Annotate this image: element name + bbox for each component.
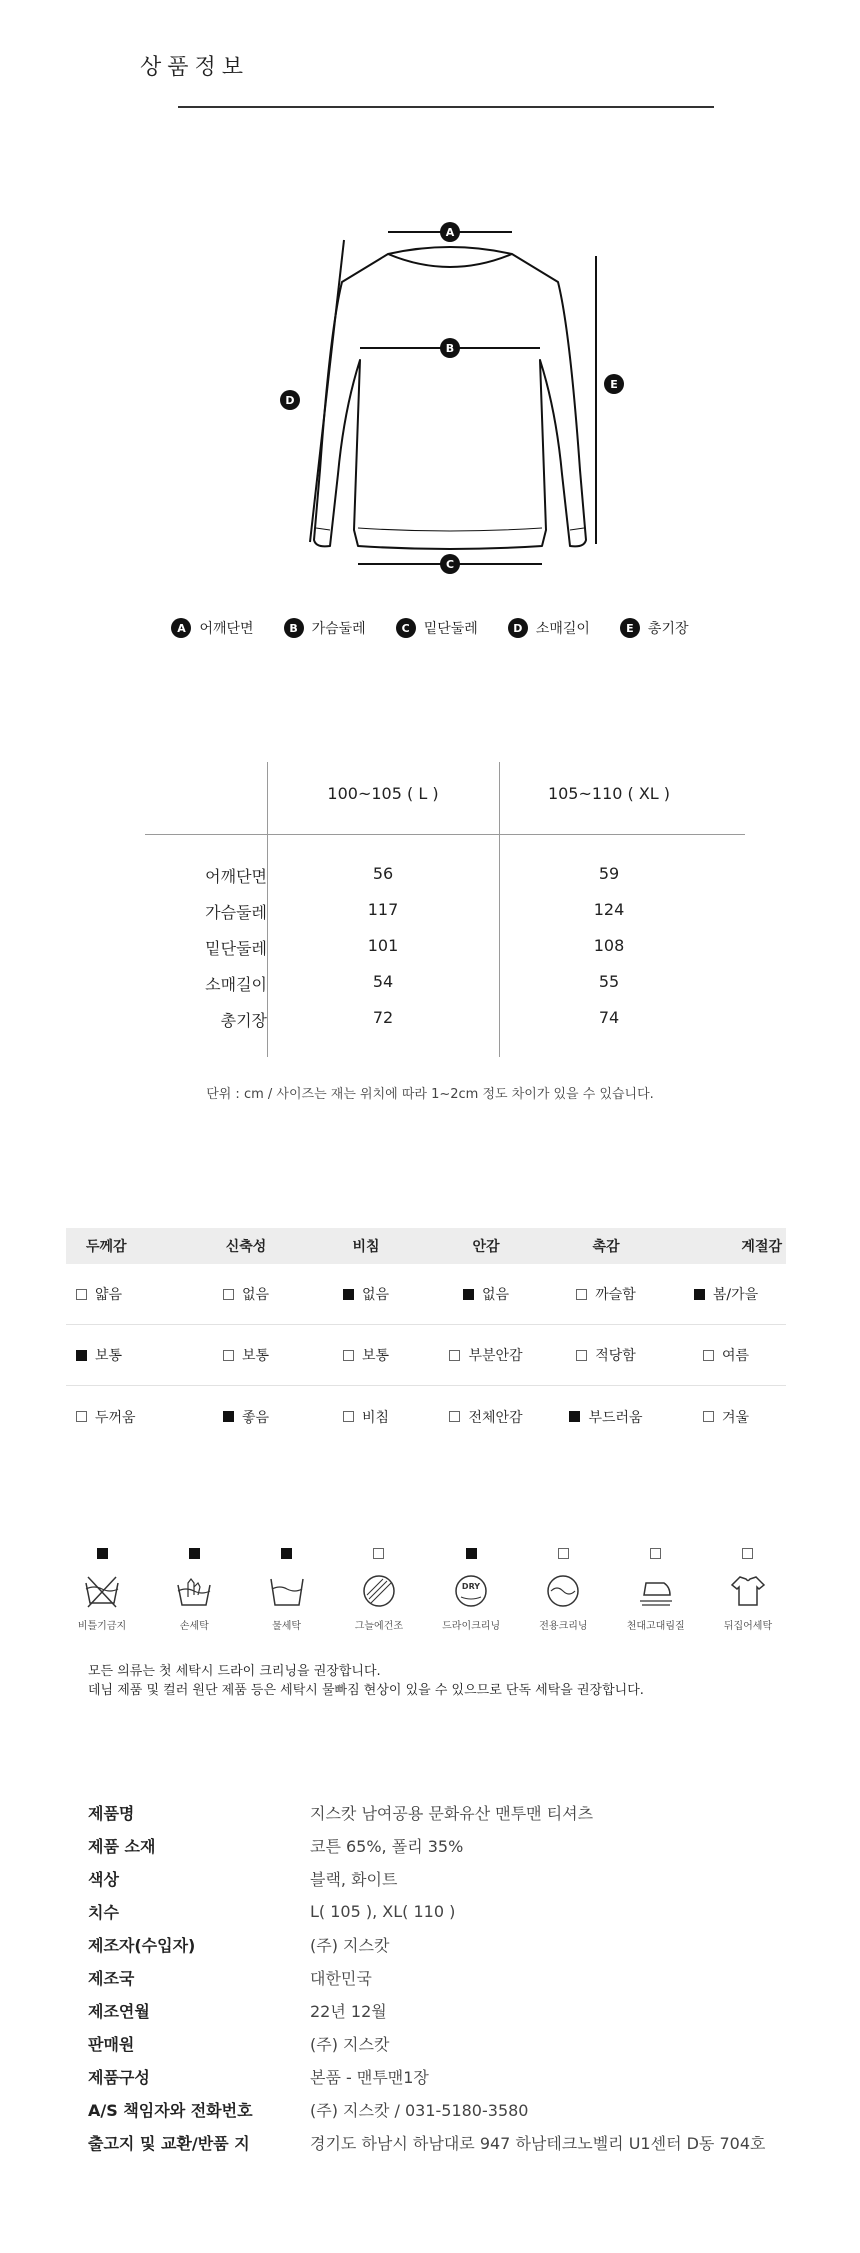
spec-key: 색상 <box>88 1870 119 1889</box>
attribute-row <box>66 1386 786 1447</box>
attribute-option <box>426 1345 546 1365</box>
spec-value: 본품 - 맨투맨1장 <box>310 2068 429 2087</box>
attribute-option <box>426 1284 546 1304</box>
legend-item <box>284 618 366 638</box>
spec-row <box>88 2060 808 2093</box>
dry-clean-icon <box>449 1569 493 1613</box>
attribute-header: 두께감 <box>86 1239 127 1255</box>
attribute-option <box>306 1345 426 1365</box>
section-title: 상품정보 <box>140 55 250 80</box>
legend-marker-icon: C <box>396 618 416 638</box>
spec-row <box>88 2093 808 2126</box>
spec-row <box>88 1961 808 1994</box>
attribute-row <box>66 1264 786 1325</box>
checked-box-icon <box>189 1548 200 1559</box>
attribute-option-label: 여름 <box>721 1348 750 1364</box>
spec-key: 제품 소재 <box>88 1837 156 1856</box>
care-label: 비틀기금지 <box>77 1621 127 1632</box>
care-item <box>339 1548 419 1632</box>
spec-row <box>88 2027 808 2060</box>
checked-box-icon <box>694 1289 705 1300</box>
table-row <box>145 1008 745 1044</box>
care-item <box>431 1548 511 1632</box>
row-label: 밑단둘레 <box>205 939 267 958</box>
size-value: 59 <box>598 864 620 883</box>
attribute-row <box>66 1325 786 1386</box>
attribute-option-label: 보통 <box>95 1348 123 1364</box>
shade-dry-icon <box>357 1569 401 1613</box>
unchecked-box-icon <box>76 1411 87 1422</box>
attribute-option <box>186 1407 306 1427</box>
attribute-option <box>186 1284 306 1304</box>
spec-row <box>88 1928 808 1961</box>
care-label: 그늘에건조 <box>354 1621 403 1632</box>
unchecked-box-icon <box>343 1350 354 1361</box>
legend-item <box>620 618 689 638</box>
attribute-option-label: 겨울 <box>721 1409 750 1426</box>
attribute-option <box>66 1407 186 1427</box>
spec-key: A/S 책임자와 전화번호 <box>88 2101 253 2120</box>
svg-text:E: E <box>610 378 618 391</box>
spec-key: 출고지 및 교환/반품 지 <box>88 2134 250 2153</box>
legend-label: 어깨단면 <box>199 621 254 637</box>
fabric-attribute-table <box>66 1228 786 1447</box>
size-value: 54 <box>372 972 394 991</box>
spec-row <box>88 1895 808 1928</box>
care-item <box>247 1548 327 1632</box>
checked-box-icon <box>569 1411 580 1422</box>
table-row <box>145 972 745 1008</box>
unchecked-box-icon <box>703 1350 714 1361</box>
care-item <box>62 1548 142 1632</box>
unchecked-box-icon <box>703 1411 714 1422</box>
marker-a-icon <box>440 222 460 242</box>
checked-box-icon <box>463 1289 474 1300</box>
size-value: 117 <box>367 900 399 919</box>
attribute-option-label: 전체안감 <box>468 1409 523 1426</box>
spec-key: 제품명 <box>88 1804 135 1823</box>
care-note-line: 모든 의류는 첫 세탁시 드라이 크리닝을 권장합니다. <box>88 1664 381 1679</box>
spec-key: 판매원 <box>88 2035 135 2054</box>
unchecked-box-icon <box>223 1289 234 1300</box>
unchecked-box-icon <box>558 1548 569 1559</box>
spec-value: 블랙, 화이트 <box>310 1870 398 1889</box>
unchecked-box-icon <box>742 1548 753 1559</box>
no-bleach-icon <box>80 1569 124 1613</box>
checked-box-icon <box>76 1350 87 1361</box>
spec-value: (주) 지스캇 / 031-5180-3580 <box>310 2101 529 2120</box>
attribute-header: 안감 <box>472 1239 500 1255</box>
care-label: 전용크리닝 <box>539 1621 588 1632</box>
attribute-option <box>306 1284 426 1304</box>
size-value: 74 <box>598 1008 620 1027</box>
table-divider <box>145 834 745 835</box>
unchecked-box-icon <box>373 1548 384 1559</box>
attribute-option <box>426 1407 546 1427</box>
spec-row <box>88 1994 808 2027</box>
attribute-option <box>666 1407 786 1427</box>
attribute-option-label: 까슬함 <box>595 1287 636 1303</box>
spec-key: 치수 <box>88 1903 119 1922</box>
care-item <box>154 1548 234 1632</box>
table-row <box>145 936 745 972</box>
care-label: 손세탁 <box>179 1621 209 1632</box>
attribute-option <box>666 1284 786 1304</box>
unchecked-box-icon <box>449 1411 460 1422</box>
size-table <box>145 762 745 1062</box>
legend-marker-icon: D <box>508 618 528 638</box>
unchecked-box-icon <box>223 1350 234 1361</box>
checked-box-icon <box>223 1411 234 1422</box>
attribute-option <box>546 1284 666 1304</box>
care-label: 뒤집어세탁 <box>723 1621 773 1632</box>
attribute-header: 신축성 <box>225 1239 267 1255</box>
size-value: 72 <box>372 1008 394 1027</box>
inside-out-wash-icon <box>726 1569 770 1613</box>
spec-value: 지스캇 남여공용 문화유산 맨투맨 티셔츠 <box>310 1804 594 1823</box>
size-column-header: 100~105 ( L ) <box>327 784 439 803</box>
spec-key: 제조연월 <box>88 2002 150 2021</box>
spec-key: 제조국 <box>88 1969 135 1988</box>
spec-row <box>88 1862 808 1895</box>
row-label: 총기장 <box>220 1011 267 1030</box>
attribute-option-label: 두꺼움 <box>95 1409 136 1426</box>
legend-item <box>171 618 253 638</box>
size-value: 56 <box>372 864 394 883</box>
attribute-option-label: 얇음 <box>95 1287 123 1303</box>
svg-text:D: D <box>285 394 295 407</box>
spec-value: (주) 지스캇 <box>310 2035 390 2054</box>
legend-label: 밑단둘레 <box>423 621 478 637</box>
svg-text:B: B <box>445 342 455 355</box>
marker-d-icon <box>280 390 300 410</box>
care-instructions <box>62 1548 788 1632</box>
attribute-option <box>546 1345 666 1365</box>
product-spec-table <box>88 1796 808 2159</box>
garment-measurement-diagram <box>270 210 630 590</box>
care-label: 드라이크리닝 <box>442 1621 501 1632</box>
iron-cloth-icon <box>634 1569 678 1613</box>
attribute-option-label: 없음 <box>241 1287 270 1303</box>
marker-b-icon <box>440 338 460 358</box>
spec-value: L( 105 ), XL( 110 ) <box>310 1902 456 1921</box>
care-notes <box>88 1662 644 1700</box>
spec-row <box>88 2126 808 2159</box>
attribute-header: 비침 <box>352 1239 380 1255</box>
attribute-option-label: 봄/가을 <box>712 1287 759 1303</box>
attribute-header-row <box>66 1228 786 1264</box>
care-item <box>708 1548 788 1632</box>
care-item <box>523 1548 603 1632</box>
legend-marker-icon: E <box>620 618 640 638</box>
care-item <box>616 1548 696 1632</box>
attribute-option-label: 보통 <box>361 1348 390 1364</box>
unchecked-box-icon <box>449 1350 460 1361</box>
row-label: 소매길이 <box>205 975 267 994</box>
unchecked-box-icon <box>343 1411 354 1422</box>
attribute-option-label: 없음 <box>361 1287 390 1303</box>
size-value: 124 <box>593 900 625 919</box>
size-note: 단위 : cm / 사이즈는 재는 위치에 따라 1~2cm 정도 차이가 있을 수 있습니다. <box>206 1087 654 1102</box>
legend-marker-icon: A <box>171 618 191 638</box>
legend-item <box>396 618 478 638</box>
water-wash-icon <box>265 1569 309 1613</box>
table-row <box>145 900 745 936</box>
attribute-option-label: 좋음 <box>241 1409 270 1426</box>
size-value: 55 <box>598 972 620 991</box>
care-label: 물세탁 <box>272 1621 302 1632</box>
attribute-option <box>306 1407 426 1427</box>
checked-box-icon <box>466 1548 477 1559</box>
attribute-option <box>186 1345 306 1365</box>
legend-label: 총기장 <box>647 621 689 637</box>
unchecked-box-icon <box>76 1289 87 1300</box>
legend-marker-icon: B <box>284 618 304 638</box>
attribute-option <box>666 1345 786 1365</box>
attribute-option <box>66 1345 186 1365</box>
measurement-legend <box>0 618 860 638</box>
unchecked-box-icon <box>576 1350 587 1361</box>
spec-key: 제품구성 <box>88 2068 150 2087</box>
attribute-header: 계절감 <box>741 1239 782 1255</box>
unchecked-box-icon <box>650 1548 661 1559</box>
spec-row <box>88 1796 808 1829</box>
attribute-header: 촉감 <box>592 1239 620 1255</box>
marker-c-icon <box>440 554 460 574</box>
legend-label: 가슴둘레 <box>311 621 366 637</box>
size-value: 101 <box>367 936 399 955</box>
attribute-option <box>546 1407 666 1427</box>
row-label: 가슴둘레 <box>205 903 267 922</box>
legend-label: 소매길이 <box>535 621 590 637</box>
title-divider <box>178 106 714 108</box>
care-label: 천대고대림질 <box>626 1621 685 1632</box>
checked-box-icon <box>343 1289 354 1300</box>
attribute-option <box>66 1284 186 1304</box>
spec-value: (주) 지스캇 <box>310 1936 390 1955</box>
unchecked-box-icon <box>576 1289 587 1300</box>
attribute-option-label: 없음 <box>481 1287 510 1303</box>
marker-e-icon <box>604 374 624 394</box>
svg-text:C: C <box>445 558 455 571</box>
spec-value: 22년 12월 <box>310 2002 387 2021</box>
legend-item <box>508 618 590 638</box>
spec-value: 대한민국 <box>310 1969 372 1988</box>
svg-text:DRY: DRY <box>462 1582 481 1591</box>
size-value: 108 <box>593 936 625 955</box>
care-note-line: 데님 제품 및 컬러 원단 제품 등은 세탁시 물빠짐 현상이 있을 수 있으므로 단독 세탁을 권장합니다. <box>88 1683 644 1698</box>
attribute-option-label: 적당함 <box>595 1348 636 1364</box>
checked-box-icon <box>281 1548 292 1559</box>
spec-value: 코튼 65%, 폴리 35% <box>310 1837 464 1856</box>
spec-key: 제조자(수입자) <box>88 1936 196 1955</box>
size-column-header: 105~110 ( XL ) <box>547 784 671 803</box>
attribute-option-label: 부드러움 <box>588 1409 643 1426</box>
row-label: 어깨단면 <box>205 867 267 886</box>
checked-box-icon <box>97 1548 108 1559</box>
hand-wash-icon <box>172 1569 216 1613</box>
table-row <box>145 864 745 900</box>
attribute-option-label: 비침 <box>361 1409 390 1426</box>
spec-value: 경기도 하남시 하남대로 947 하남테크노벨리 U1센터 D동 704호 <box>310 2134 766 2153</box>
attribute-option-label: 부분안감 <box>468 1348 523 1364</box>
spec-row <box>88 1829 808 1862</box>
svg-text:A: A <box>445 226 455 239</box>
attribute-option-label: 보통 <box>241 1348 270 1364</box>
special-clean-icon <box>541 1569 585 1613</box>
